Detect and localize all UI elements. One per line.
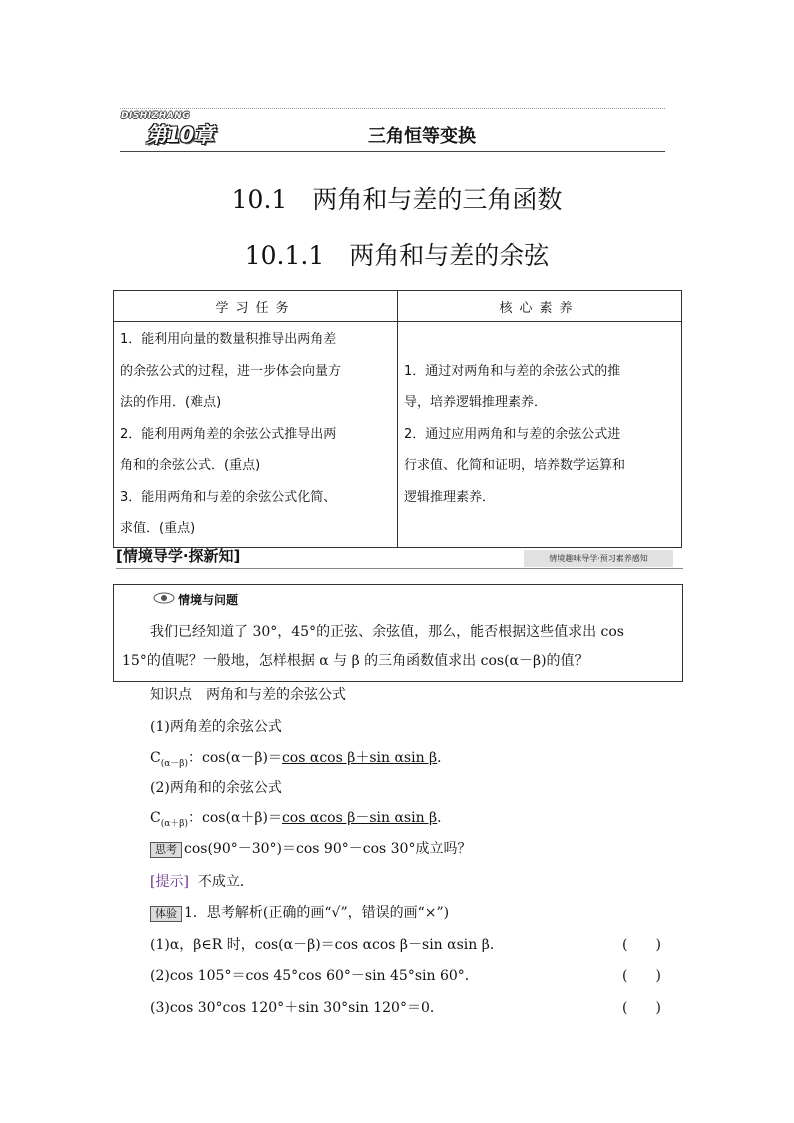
- formula-subscript: (α－β): [160, 758, 189, 769]
- header-rule: [120, 151, 665, 152]
- section-bracket-title: [情境导学·探新知]: [116, 547, 241, 565]
- knowledge-heading: 知识点 两角和与差的余弦公式: [150, 687, 346, 703]
- task-line: 1．能利用向量的数量积推导出两角差: [120, 332, 337, 347]
- situation-heading: 情境与问题: [178, 593, 239, 607]
- think-question-row: [150, 838, 471, 858]
- hint-label: [提示]: [150, 874, 189, 890]
- table-row: [114, 322, 682, 548]
- hint-row: [150, 871, 254, 891]
- formula-diff: [150, 747, 451, 769]
- table-header-tasks: 学习任务: [114, 291, 398, 322]
- task-line: 求值．(重点): [120, 521, 196, 536]
- chapter-number-logo: 第10章: [146, 123, 214, 147]
- practice-item: (3)cos 30°cos 120°＋sin 30°sin 120°＝0．: [150, 1000, 444, 1016]
- practice-title: 1．思考解析(正确的画“√”，错误的画“×”): [184, 905, 450, 921]
- situation-line: 我们已经知道了 30°，45°的正弦、余弦值，那么，能否根据这些值求出 cos: [150, 624, 624, 640]
- think-tag: 思考: [150, 842, 182, 858]
- formula-rhs: cos αcos β＋sin αsin β: [281, 750, 438, 766]
- formula-title-diff: (1)两角差的余弦公式: [150, 719, 282, 735]
- section-title: 10.1 两角和与差的三角函数: [231, 185, 563, 214]
- formula-sum: [150, 807, 451, 829]
- practice-item: (2)cos 105°＝cos 45°cos 60°－sin 45°sin 60°．: [150, 968, 479, 984]
- task-line: 角和的余弦公式．(重点): [120, 458, 261, 473]
- formula-end: ．: [437, 810, 452, 826]
- formula-lhs: ：cos(α＋β)＝: [188, 810, 282, 826]
- chapter-title: 三角恒等变换: [368, 126, 476, 147]
- task-line: 3．能用两角和与差的余弦公式化简、: [120, 489, 337, 505]
- think-question: cos(90°－30°)＝cos 90°－cos 30°成立吗？: [184, 841, 472, 857]
- table-cell-tasks: [114, 322, 398, 548]
- literacy-line: 逻辑推理素养．: [404, 489, 496, 505]
- literacy-line: 行求值、化简和证明，培养数学运算和: [404, 458, 626, 473]
- situation-icon: [152, 591, 176, 605]
- formula-subscript: (α＋β): [160, 818, 189, 829]
- formula-end: ．: [437, 750, 452, 766]
- formula-symbol: C: [150, 810, 161, 826]
- table-cell-literacy: [398, 322, 682, 548]
- table-header-row: [114, 291, 682, 322]
- practice-tag: 体验: [150, 906, 182, 922]
- table-header-literacy: 核心素养: [398, 291, 682, 322]
- literacy-line: 1．通过对两角和与差的余弦公式的推: [404, 363, 621, 379]
- formula-lhs: ：cos(α－β)＝: [188, 750, 282, 766]
- practice-item: (1)α，β∈R 时，cos(α－β)＝cos αcos β－sin αsin β．: [150, 937, 504, 953]
- formula-rhs: cos αcos β－sin αsin β: [281, 810, 438, 826]
- task-line: 2．能利用两角差的余弦公式推导出两: [120, 426, 337, 442]
- answer-blank[interactable]: ( ): [622, 1000, 661, 1016]
- task-line: 法的作用．(难点): [120, 395, 222, 410]
- section-banner-rule: [116, 568, 683, 569]
- hint-text: 不成立．: [197, 874, 254, 890]
- subsection-title: 10.1.1 两角和与差的余弦: [244, 241, 550, 270]
- answer-blank[interactable]: ( ): [622, 937, 661, 953]
- literacy-line: 导，培养逻辑推理素养．: [404, 395, 548, 410]
- section-banner-tag: 情境趣味导学·预习素养感知: [524, 550, 673, 567]
- chapter-pinyin: DISHIZHANG: [121, 111, 191, 121]
- learning-task-table: [113, 290, 682, 548]
- literacy-line: 2．通过应用两角和与差的余弦公式进: [404, 426, 621, 442]
- situation-line: 15°的值呢？一般地，怎样根据 α 与 β 的三角函数值求出 cos(α－β)的值？: [122, 653, 589, 669]
- task-line: 的余弦公式的过程，进一步体会向量方: [120, 363, 342, 379]
- practice-title-row: [150, 902, 449, 922]
- formula-title-sum: (2)两角和的余弦公式: [150, 780, 282, 796]
- answer-blank[interactable]: ( ): [622, 968, 661, 984]
- header-dotted-rule: [120, 108, 665, 109]
- formula-symbol: C: [150, 750, 161, 766]
